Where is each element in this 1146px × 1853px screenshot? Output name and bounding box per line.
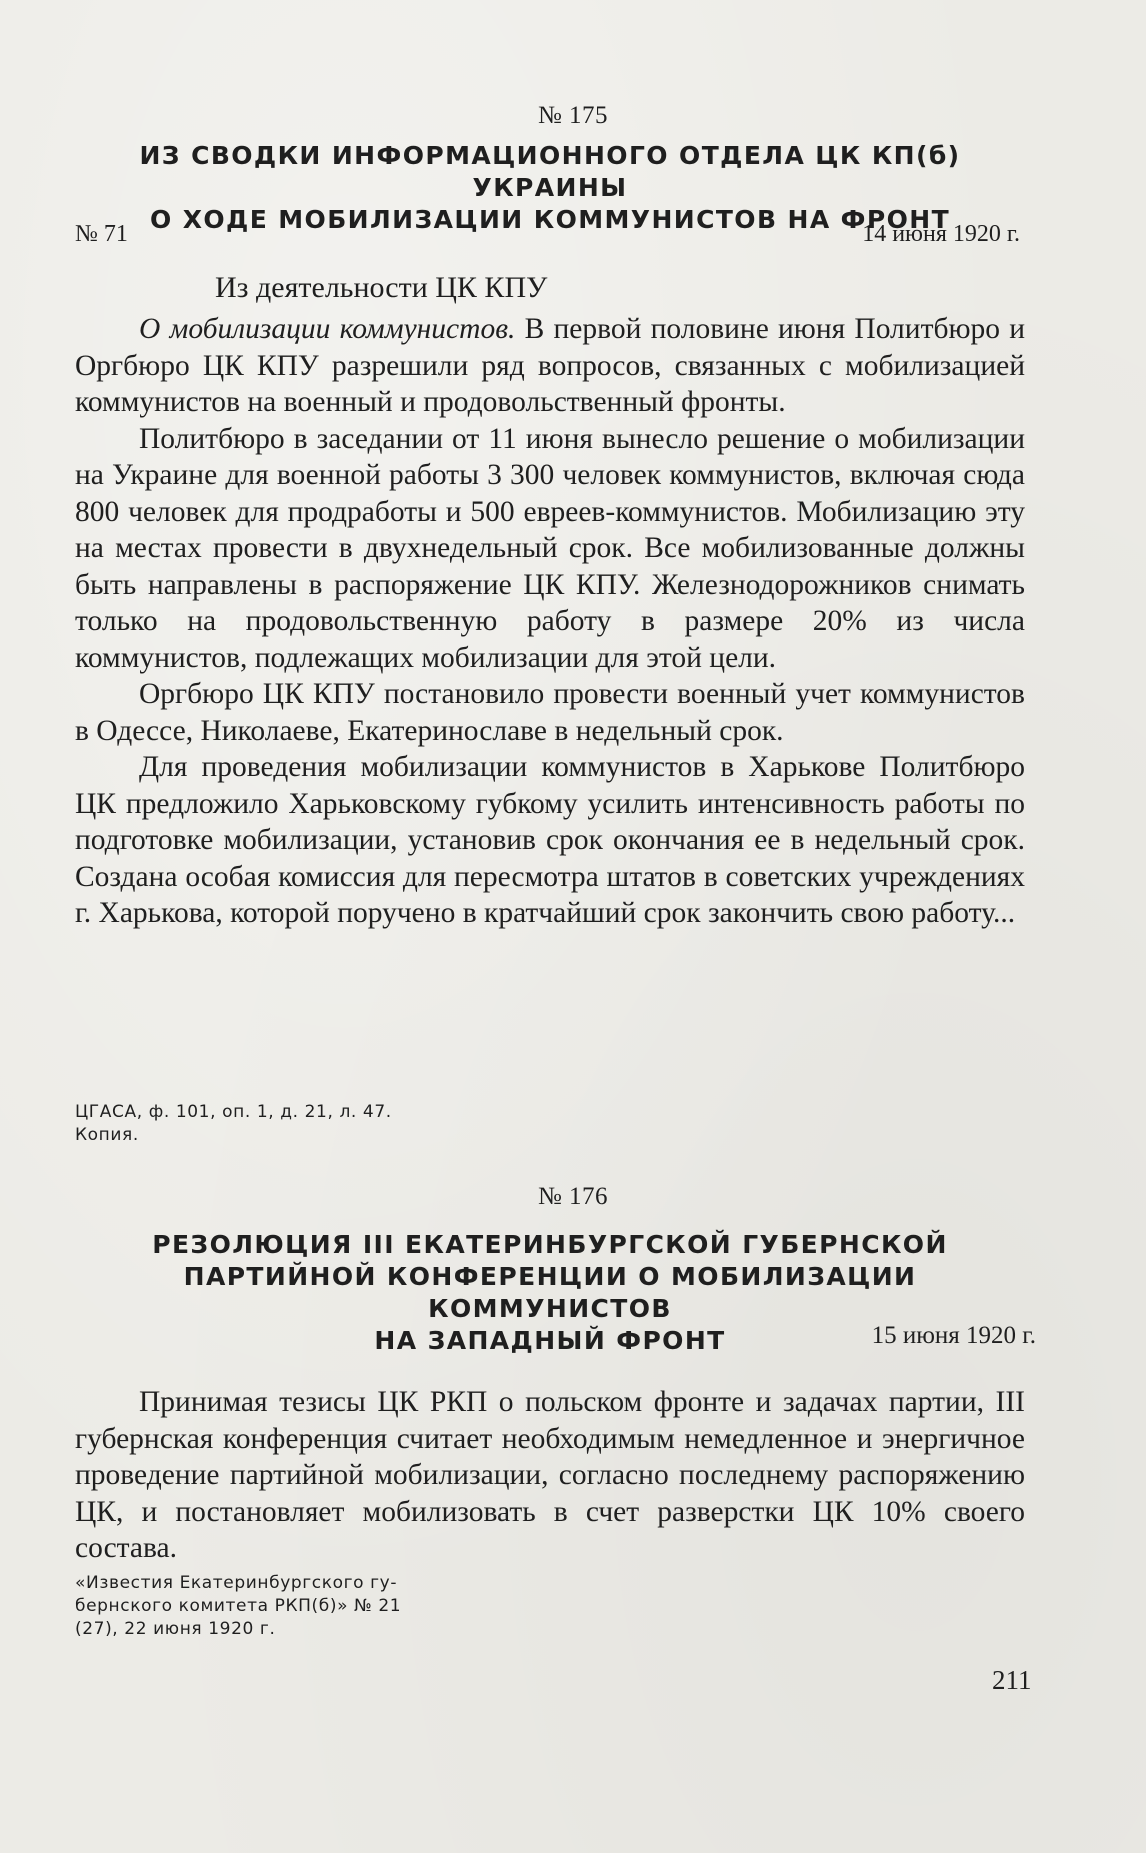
doc-175-source-line2: Копия. — [75, 1125, 139, 1145]
doc-175-body — [75, 311, 1025, 932]
doc-176-paragraph-1: Принимая тезисы ЦК РКП о польском фронте и задачах партии, III губернская конференция считает необходимым немедленное и энергичное проведение партийной мобилизации, согласно последнему распоряжению ЦК, и постановляет мобилизовать в счет разверстки ЦК 10% своего состава. — [75, 1386, 1025, 1564]
doc-175-heading-line1: ИЗ СВОДКИ ИНФОРМАЦИОННОГО ОТДЕЛА ЦК КП(б) УКРАИНЫ — [139, 141, 961, 202]
doc-176-source-line2: бернского комитета РКП(б)» № 21 — [75, 1596, 402, 1616]
doc-176-number: № 176 — [537, 1183, 609, 1210]
doc-175-lead-italic: О мобилизации коммунистов. — [139, 313, 516, 345]
doc-176-source-line1: «Известия Екатеринбургского гу- — [75, 1573, 398, 1593]
doc-175-issue-number: № 71 — [75, 221, 128, 247]
doc-175-paragraph-1 — [75, 311, 1025, 421]
page-number: 211 — [992, 1665, 1032, 1695]
doc-176-heading-line3: НА ЗАПАДНЫЙ ФРОНТ — [374, 1326, 726, 1355]
doc-176-heading-line2: ПАРТИЙНОЙ КОНФЕРЕНЦИИ О МОБИЛИЗАЦИИ КОММУНИСТОВ — [183, 1262, 917, 1323]
doc-176-date: 15 июня 1920 г. — [871, 1322, 1036, 1349]
doc-175-number: № 175 — [537, 102, 609, 129]
doc-175-source — [75, 1101, 392, 1147]
doc-176-heading-line1: РЕЗОЛЮЦИЯ III ЕКАТЕРИНБУРГСКОЙ ГУБЕРНСКОЙ — [152, 1230, 948, 1259]
doc-176-body — [75, 1384, 1025, 1567]
doc-175-heading-line2: О ХОДЕ МОБИЛИЗАЦИИ КОММУНИСТОВ НА ФРОНТ — [149, 205, 951, 234]
doc-175-date: 14 июня 1920 г. — [862, 221, 1020, 247]
doc-175-paragraph-1-text: В первой половине июня Политбюро и Оргбюро ЦК КПУ разрешили ряд вопросов, связанных с мобилизацией коммунистов на военный и продовольственный фронты. — [75, 313, 1026, 418]
doc-175-source-line1: ЦГАСА, ф. 101, оп. 1, д. 21, л. 47. — [75, 1102, 392, 1122]
doc-176-source — [75, 1572, 401, 1641]
doc-175-paragraph-4: Для проведения мобилизации коммунистов в Харькове Политбюро ЦК предложило Харьковскому губкому усилить интенсивность работы по подготовке мобилизации, установив срок окончания ее в недельный срок. Создана особая комиссия для пересмотра штатов в советских учреждениях г. Харькова, которой поручено в кратчайший срок закончить свою работу... — [75, 751, 1025, 929]
doc-176-source-line3: (27), 22 июня 1920 г. — [75, 1619, 276, 1639]
doc-175-section-title: Из деятельности ЦК КПУ — [215, 271, 548, 304]
doc-175-paragraph-2: Политбюро в заседании от 11 июня вынесло решение о мобилизации на Украине для военной работы 3 300 человек коммунистов, включая сюда 800 человек для продработы и 500 евреев-коммунистов. Мобилизацию эту на местах провести в двухнедельный срок. Все мобилизованные должны быть направлены в распоряжение ЦК КПУ. Железнодорожников снимать только на продовольственную работу в размере 20% из числа коммунистов, подлежащих мобилизации для этой цели. — [75, 422, 1025, 674]
doc-175-paragraph-3: Оргбюро ЦК КПУ постановило провести военный учет коммунистов в Одессе, Николаеве, Екатеринославе в недельный срок. — [75, 678, 1025, 747]
